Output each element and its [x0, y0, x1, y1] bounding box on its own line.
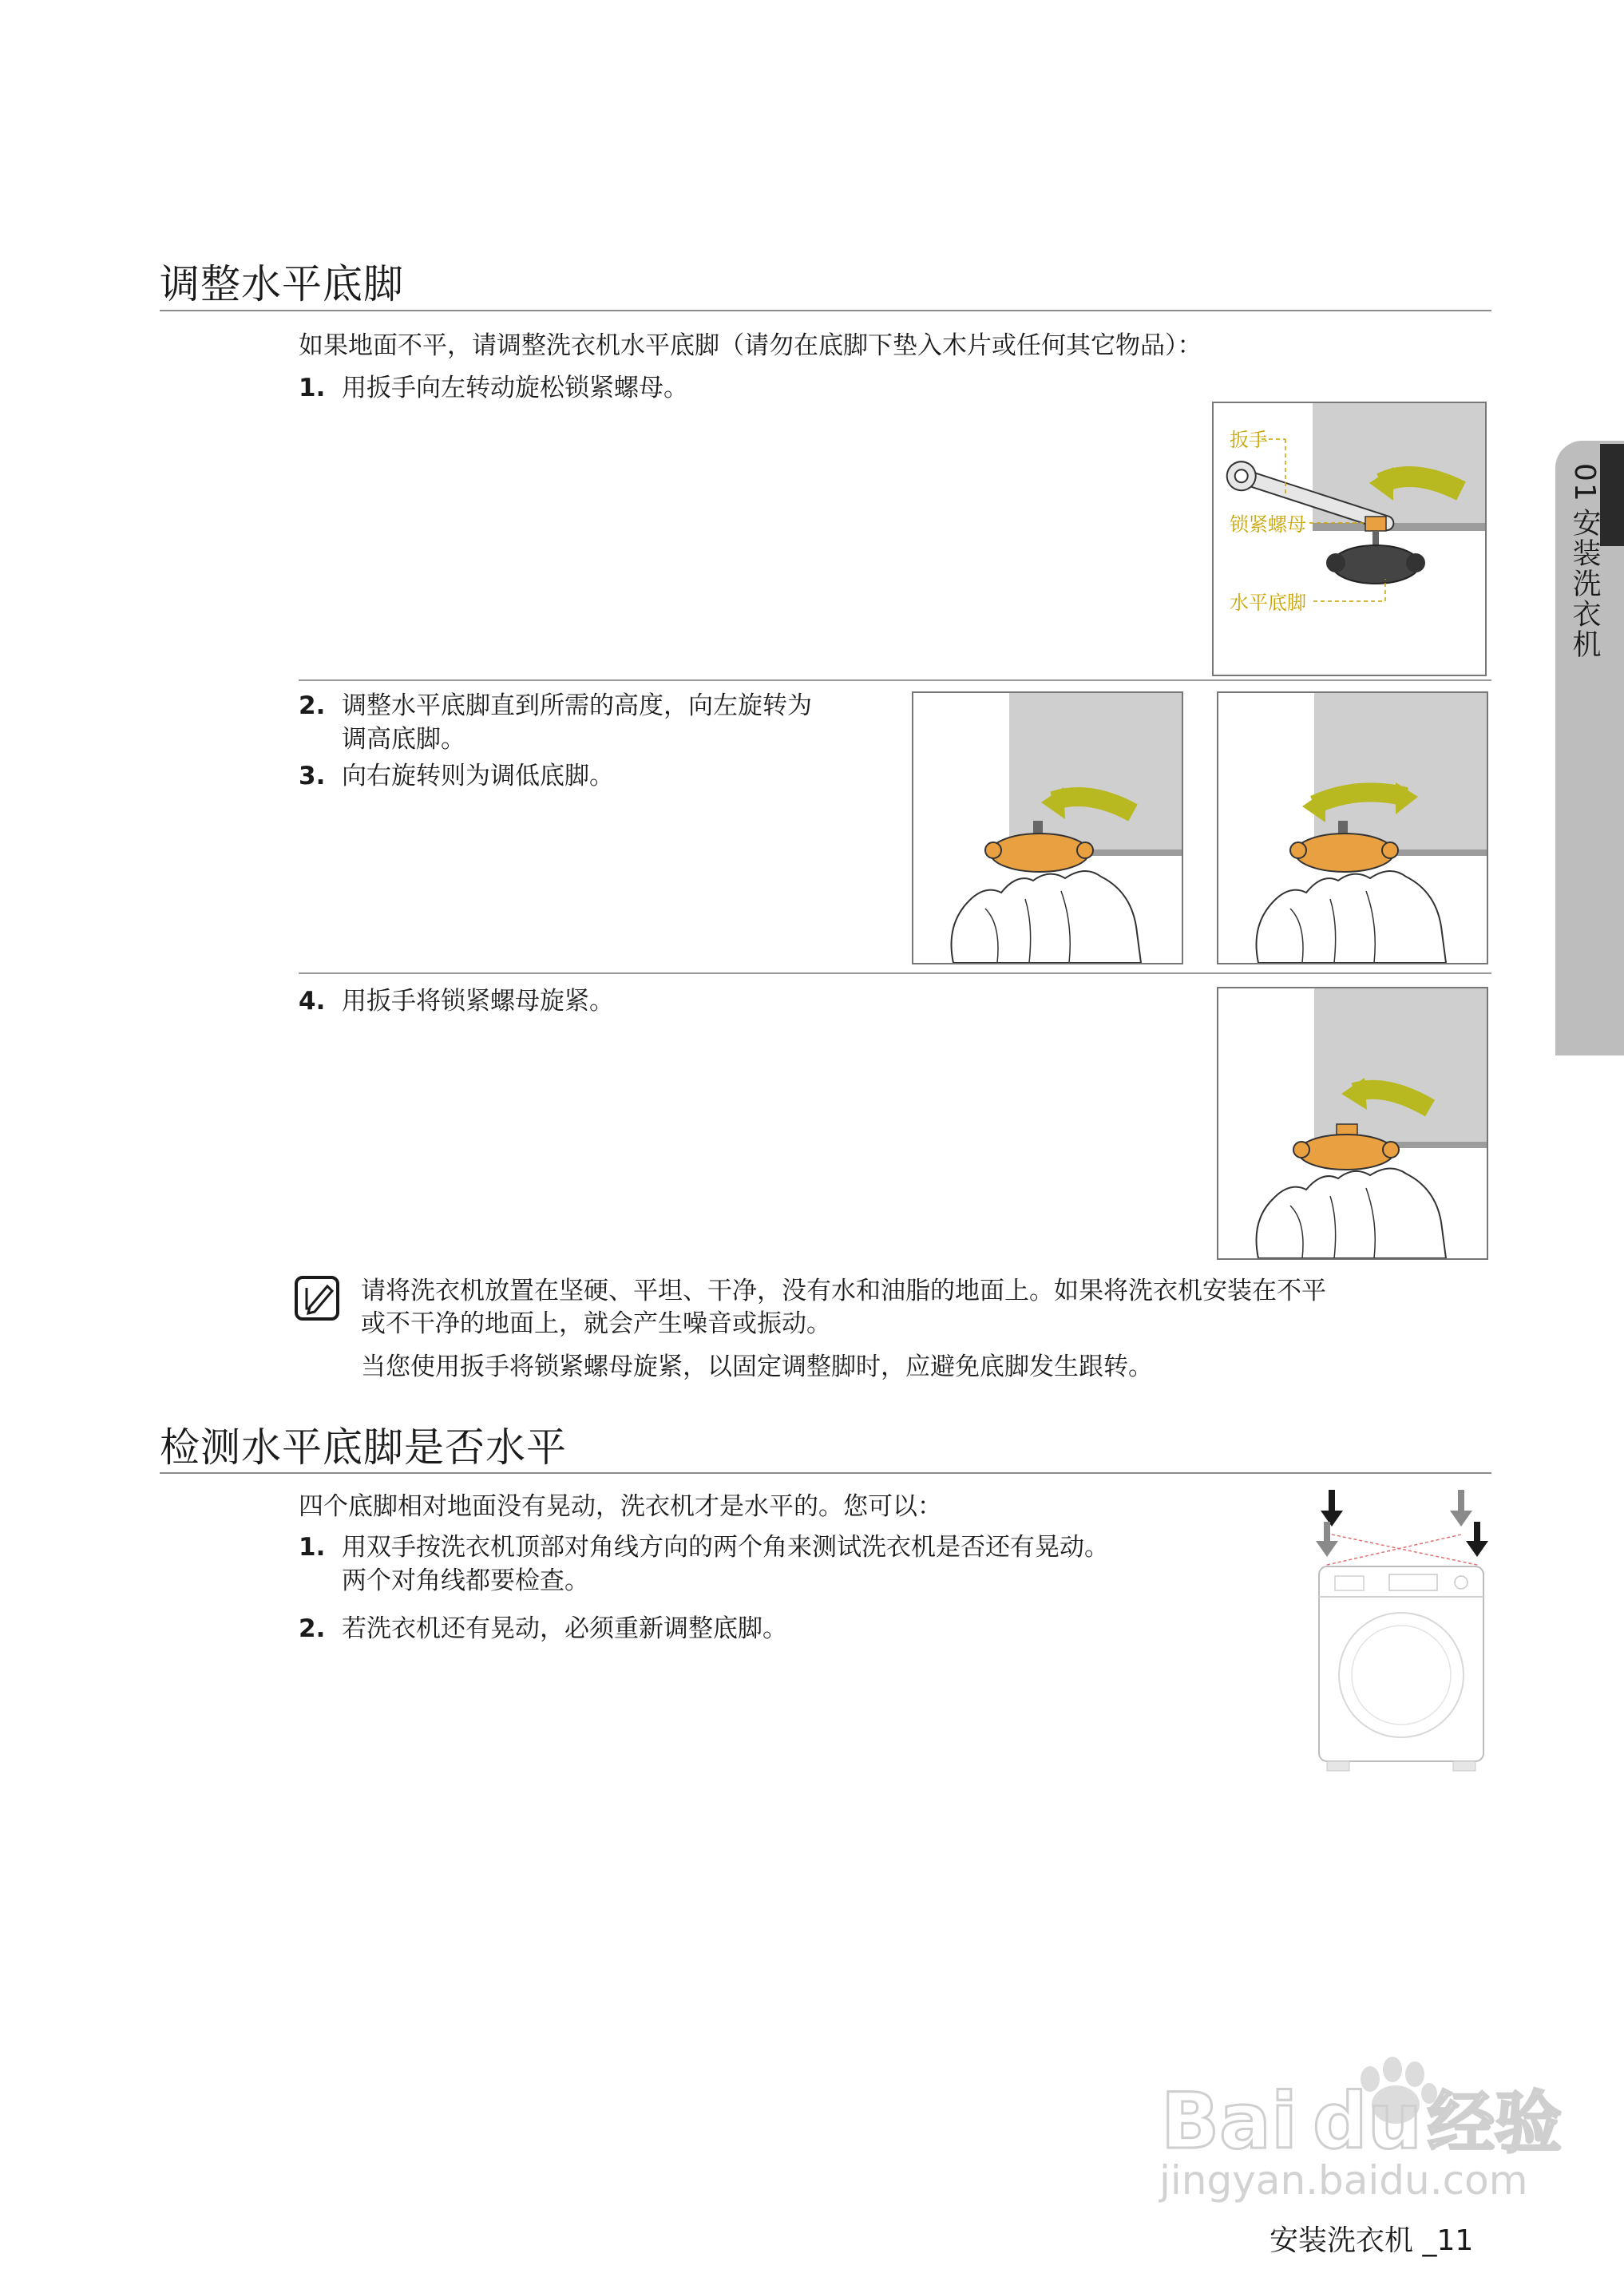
- check-step-1-line1: 用双手按洗衣机顶部对角线方向的两个角来测试洗衣机是否还有晃动。: [342, 1533, 1109, 1562]
- side-tab-title: 安装洗衣机: [1568, 508, 1601, 659]
- note-line3: 当您使用扳手将锁紧螺母旋紧，以固定调整脚时，应避免底脚发生跟转。: [361, 1352, 1153, 1381]
- step-2-text-line1: 调整水平底脚直到所需的高度，向左旋转为: [342, 691, 812, 720]
- divider-2: [299, 972, 1491, 974]
- baidu-watermark-logo: [1156, 2028, 1603, 2204]
- check-step-1-line2: 两个对角线都要检查。: [342, 1566, 589, 1595]
- figure-wrench-loosen: [1212, 402, 1487, 676]
- figure-rotate-both: [1217, 691, 1488, 964]
- svg-text:jingyan.baidu.com: jingyan.baidu.com: [1159, 2157, 1528, 2204]
- check-step-1-number: 1.: [299, 1533, 326, 1562]
- step-1-number: 1.: [299, 374, 326, 402]
- step-4-number: 4.: [299, 987, 326, 1016]
- step-3-text: 向右旋转则为调低底脚。: [342, 762, 614, 790]
- section-title-rule: [160, 310, 1491, 311]
- section2-title-rule: [160, 1472, 1491, 1474]
- note-line1: 请将洗衣机放置在坚硬、平坦、干净，没有水和油脂的地面上。如果将洗衣机安装在不平: [361, 1277, 1326, 1305]
- label-leveling-foot: 水平底脚: [1230, 592, 1306, 614]
- section-title-check-level: 检测水平底脚是否水平: [160, 1424, 567, 1471]
- svg-text:经验: 经验: [1428, 2084, 1563, 2162]
- check-step-2-number: 2.: [299, 1614, 326, 1643]
- svg-text:du: du: [1313, 2077, 1423, 2166]
- figure-tighten-locknut: [1217, 987, 1488, 1260]
- check-step-2-text: 若洗衣机还有晃动，必须重新调整底脚。: [342, 1614, 787, 1643]
- section2-intro: 四个底脚相对地面没有晃动，洗衣机才是水平的。您可以：: [299, 1492, 942, 1521]
- step-2-number: 2.: [299, 691, 326, 720]
- page-footer: 安装洗衣机 _11: [1269, 2224, 1474, 2257]
- figure-washer-diagonal-check: [1309, 1490, 1493, 1777]
- section-title-adjust-feet: 调整水平底脚: [160, 261, 404, 307]
- step-3-number: 3.: [299, 762, 326, 790]
- step-4-text: 用扳手将锁紧螺母旋紧。: [342, 987, 614, 1016]
- step-2-text-line2: 调高底脚。: [342, 725, 465, 754]
- divider-1: [299, 679, 1491, 681]
- figure-rotate-left: [912, 691, 1183, 964]
- side-tab-number: 01: [1568, 463, 1601, 503]
- note-line2: 或不干净的地面上，就会产生噪音或振动。: [361, 1309, 831, 1338]
- note-icon: [294, 1275, 340, 1325]
- step-1-text: 用扳手向左转动旋松锁紧螺母。: [342, 374, 688, 402]
- section1-intro: 如果地面不平，请调整洗衣机水平底脚（请勿在底脚下垫入木片或任何其它物品）：: [299, 331, 1202, 360]
- label-wrench: 扳手: [1230, 429, 1268, 451]
- label-locknut: 锁紧螺母: [1230, 513, 1306, 536]
- side-tab-marker: [1600, 444, 1624, 546]
- svg-text:Bai: Bai: [1161, 2077, 1297, 2166]
